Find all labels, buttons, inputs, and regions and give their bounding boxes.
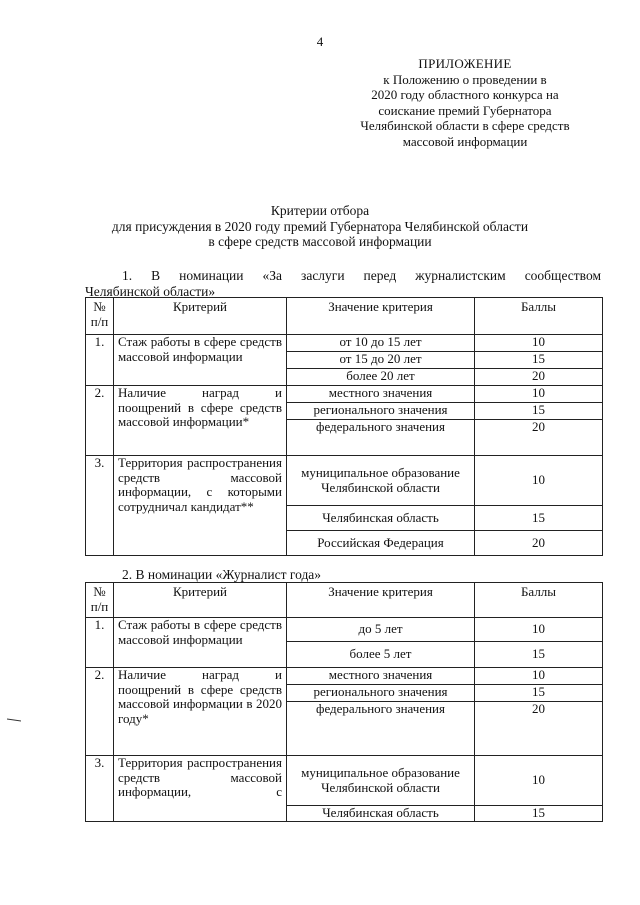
criterion-cell: Территория распространения средств массовой информации, с которыми сотрудничал кандидат**: [114, 456, 287, 556]
nomination-1-line: 1. В номинации «За заслуги перед журналистским сообществом: [122, 268, 601, 283]
row-number: 1.: [86, 335, 114, 386]
value-cell: Челябинская область: [287, 806, 475, 822]
score-cell: 20: [475, 369, 603, 386]
value-cell: до 5 лет: [287, 618, 475, 642]
value-cell: более 5 лет: [287, 642, 475, 668]
scan-mark: [7, 718, 21, 722]
score-cell: 10: [475, 335, 603, 352]
header-value: Значение критерия: [287, 298, 475, 335]
score-cell: 15: [475, 642, 603, 668]
value-cell: федерального значения: [287, 702, 475, 756]
row-number: 2.: [86, 668, 114, 756]
table-row: [86, 668, 603, 685]
score-cell: 10: [475, 618, 603, 642]
criteria-table-2: [85, 582, 603, 822]
row-number: 3.: [86, 456, 114, 556]
table-row: [86, 756, 603, 806]
score-cell: 10: [475, 756, 603, 806]
nomination-1-heading: [87, 268, 601, 300]
criterion-cell: Территория распространения средств массовой информации, с: [114, 756, 287, 822]
score-cell: 20: [475, 702, 603, 756]
value-cell: муниципальное образование Челябинской области: [287, 756, 475, 806]
nomination-1-line: Челябинской области»: [85, 284, 216, 299]
appendix-heading: ПРИЛОЖЕНИЕ: [418, 56, 512, 71]
document-title: [60, 203, 580, 250]
value-cell: федерального значения: [287, 420, 475, 456]
value-cell: от 15 до 20 лет: [287, 352, 475, 369]
table-row: [86, 386, 603, 403]
header-criterion: Критерий: [114, 583, 287, 618]
value-cell: регионального значения: [287, 685, 475, 702]
score-cell: 15: [475, 352, 603, 369]
score-cell: 10: [475, 386, 603, 403]
header-num: № п/п: [86, 298, 114, 335]
score-cell: 10: [475, 456, 603, 506]
score-cell: 20: [475, 420, 603, 456]
criterion-cell: Стаж работы в сфере средств массовой информации: [114, 335, 287, 386]
appendix-line: массовой информации: [402, 133, 528, 149]
row-number: 3.: [86, 756, 114, 822]
value-cell: местного значения: [287, 386, 475, 403]
title-line: в сфере средств массовой информации: [208, 234, 432, 250]
score-cell: 15: [475, 506, 603, 531]
criterion-cell: Стаж работы в сфере средств массовой информации: [114, 618, 287, 668]
criterion-cell: Наличие наград и поощрений в сфере средств массовой информации*: [114, 386, 287, 456]
value-cell: более 20 лет: [287, 369, 475, 386]
value-cell: муниципальное образование Челябинской области: [287, 456, 475, 506]
appendix-block: [340, 56, 590, 150]
table-header-row: [86, 298, 603, 335]
criterion-cell: Наличие наград и поощрений в сфере средств массовой информации в 2020 году*: [114, 668, 287, 756]
header-criterion: Критерий: [114, 298, 287, 335]
row-number: 1.: [86, 618, 114, 668]
table-row: [86, 335, 603, 352]
criteria-table-1: [85, 297, 603, 556]
value-cell: местного значения: [287, 668, 475, 685]
title-line: Критерии отбора: [270, 203, 370, 218]
score-cell: 10: [475, 668, 603, 685]
score-cell: 15: [475, 685, 603, 702]
value-cell: регионального значения: [287, 403, 475, 420]
row-number: 2.: [86, 386, 114, 456]
nomination-2-heading: 2. В номинации «Журналист года»: [122, 567, 322, 582]
header-value: Значение критерия: [287, 583, 475, 618]
value-cell: Российская Федерация: [287, 531, 475, 556]
appendix-line: Челябинской области в сфере средств: [360, 118, 570, 134]
score-cell: 15: [475, 806, 603, 822]
header-score: Баллы: [475, 298, 603, 335]
score-cell: 15: [475, 403, 603, 420]
page-number: 4: [316, 34, 324, 49]
value-cell: от 10 до 15 лет: [287, 335, 475, 352]
appendix-line: соискание премий Губернатора: [378, 102, 552, 118]
appendix-line: 2020 году областного конкурса на: [371, 87, 559, 103]
table-header-row: [86, 583, 603, 618]
header-score: Баллы: [475, 583, 603, 618]
table-row: [86, 618, 603, 642]
score-cell: 20: [475, 531, 603, 556]
header-num: № п/п: [86, 583, 114, 618]
table-row: [86, 456, 603, 506]
value-cell: Челябинская область: [287, 506, 475, 531]
appendix-line: к Положению о проведении в: [383, 71, 547, 87]
title-line: для присуждения в 2020 году премий Губернатора Челябинской области: [111, 218, 529, 234]
